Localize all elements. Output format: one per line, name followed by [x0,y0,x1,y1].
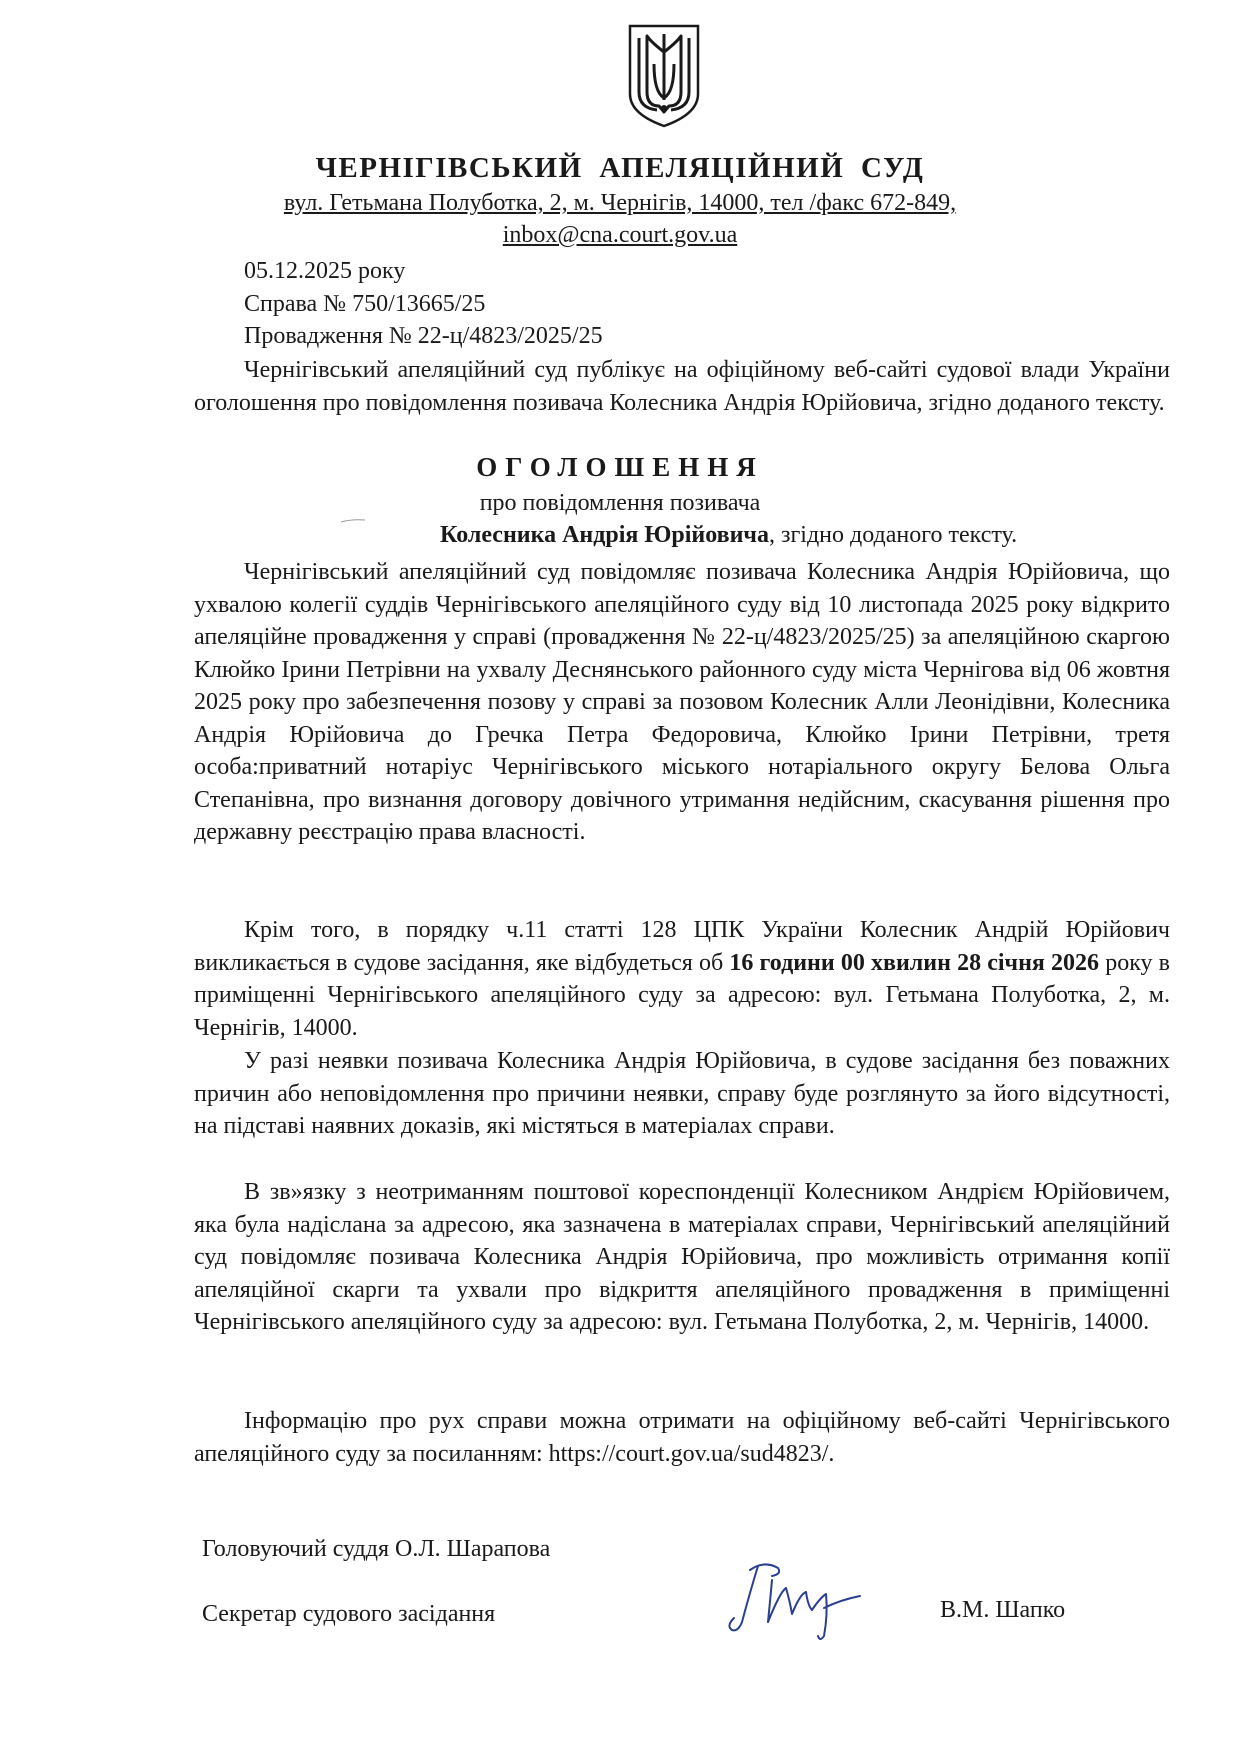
p2-start: Крім того, в порядку ч.11 статті 128 ЦПК України Колесник Андрій Юрійович викликається в судове засідання, яке відбудеться об [194,917,1170,976]
court-address: вул. Гетьмана Полуботка, 2, м. Чернігів, 14000, тел /факс 672-849, [283,190,957,216]
court-email: inbox@cna.court.gov.ua [502,222,738,248]
handwritten-signature [720,1552,870,1642]
document-date: 05.12.2025 року [244,258,406,284]
p2-end: року в приміщенні Чернігівського апеляційного суду за адресою: вул. Гетьмана Полуботка, 2, м. Чернігів, 14000. [194,949,1171,1041]
stray-mark [340,518,366,524]
secretary-name: В.М. Шапко [940,1597,1066,1623]
body-paragraph-5: Інформацію про рух справи можна отримати на офіційному веб-сайті Чернігівського апеляційного суду за посиланням: https://court.gov.ua/sud4823/. [194,1408,1170,1467]
presiding-judge: Головуючий суддя О.Л. Шарапова [202,1536,551,1562]
body-paragraph-2 [194,914,1170,1044]
court-name: ЧЕРНІГІВСЬКИЙ АПЕЛЯЦІЙНИЙ СУД [315,152,925,184]
coat-of-arms-icon [625,22,703,130]
body-paragraph-1: Чернігівський апеляційний суд повідомляє позивача Колесника Андрія Юрійовича, що ухвалою колегії суддів Чернігівського апеляційного суду від 10 листопада 2025 року відкрито апеляційне провадження у справі (провадження № 22-ц/4823/2025/25) за апеляційною скаргою Клюйко Ірини Петрівни на ухвалу Деснянського районного суду міста Чернігова від 06 жовтня 2025 року про забезпечення позову у справі за позовом Колесник Алли Леонідівни, Колесника Андрія Юрійовича до Гречка Петра Федоровича, Клюйко Ірини Петрівни, третя особа:приватний нотаріус Чернігівського міського нотаріального округу Белова Ольга Степанівна, про визнання договору довічного утримання недійсним, скасування рішення про державну реєстрацію права власності. [194,559,1170,845]
hearing-time: 16 години 00 хвилин 28 січня 2026 [729,949,1100,976]
announcement-title: ОГОЛОШЕННЯ [476,452,764,482]
subject-name: Колесника Андрія Юрійовича [440,522,769,548]
subject-suffix: , згідно доданого тексту. [768,522,1018,548]
announcement-subject [440,522,1017,549]
proceeding-number: Провадження № 22-ц/4823/2025/25 [244,323,603,349]
body-paragraph-3: У разі неявки позивача Колесника Андрія Юрійовича, в судове засідання без поважних причин або неповідомлення про причини неявки, справу буде розглянуто за його відсутності, на підставі наявних доказів, які містяться в матеріалах справи. [194,1048,1170,1139]
case-number: Справа № 750/13665/25 [244,291,486,317]
announcement-subtitle: про повідомлення позивача [479,490,761,516]
body-paragraph-4: В зв»язку з неотриманням поштової кореспонденції Колесником Андрієм Юрійовичем, яка була надіслана за адресою, яка зазначена в матеріалах справи, Чернігівський апеляційний суд повідомляє позивача Колесника Андрія Юрійовича, про можливість отримання копії апеляційної скарги та ухвали про відкриття апеляційного провадження в приміщенні Чернігівського апеляційного суду за адресою: вул. Гетьмана Полуботка, 2, м. Чернігів, 14000. [194,1179,1170,1335]
secretary-label: Секретар судового засідання [202,1601,496,1627]
intro-paragraph: Чернігівський апеляційний суд публікує на офіційному веб-сайті судової влади України оголошення про повідомлення позивача Колесника Андрія Юрійовича, згідно доданого тексту. [194,357,1170,416]
